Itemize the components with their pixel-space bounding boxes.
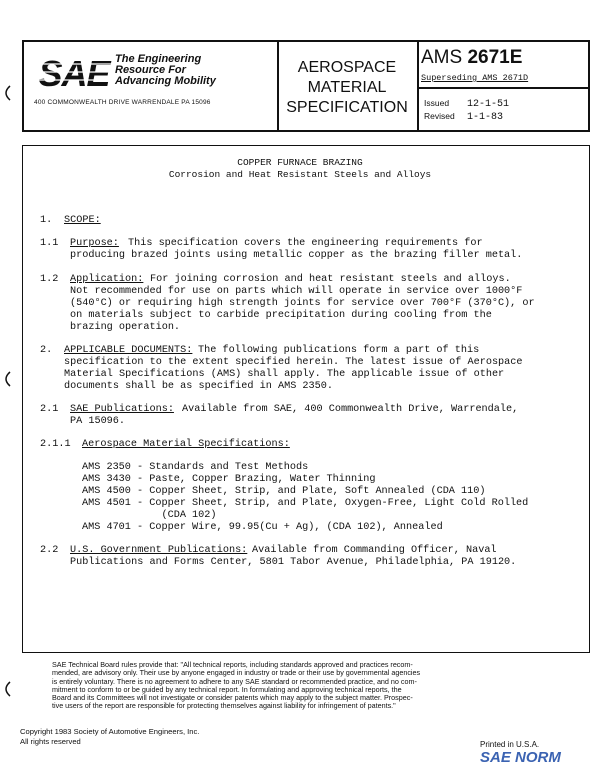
- ams-number: [421, 47, 522, 69]
- issued-date: 12-1-51: [467, 99, 510, 110]
- note-line: mitment to conform to or be guided by any technical report. In formulating and approving technical reports, the: [52, 684, 402, 694]
- section-2-heading: APPLICABLE DOCUMENTS:: [64, 345, 193, 356]
- scan-mark: [0, 680, 14, 698]
- note-line: is entirely voluntary. There is no agreement to adhere to any SAE standard or recommended practice, and no com-: [52, 676, 417, 686]
- note-line: tive users of the report are responsible for protecting themselves against liability for infringement of patents.": [52, 701, 396, 711]
- section-2-1-number: 2.1: [40, 404, 59, 415]
- ams-number-box: [417, 42, 588, 89]
- doc-type-cell: [277, 42, 419, 130]
- section-1-2-heading: Application:: [70, 274, 144, 285]
- tagline-line-1: The Engineering: [115, 53, 202, 65]
- section-1-1-number: 1.1: [40, 238, 59, 249]
- section-1-1-line-2: producing brazed joints using metallic copper as the brazing filler metal.: [70, 250, 523, 261]
- section-1-2-line-1: For joining corrosion and heat resistant steels and alloys.: [150, 274, 511, 285]
- section-2-line-2: specification to the extent specified herein. The latest issue of Aerospace: [64, 357, 523, 368]
- section-2-number: 2.: [40, 345, 53, 356]
- ams-list-item: (CDA 102): [82, 510, 217, 521]
- section-2-1-1-number: 2.1.1: [40, 439, 71, 450]
- svg-text:SAE: SAE: [38, 53, 110, 94]
- copyright-line-2: All rights reserved: [20, 737, 81, 746]
- copyright: [20, 727, 199, 747]
- watermark: SAE NORM: [480, 749, 561, 766]
- section-1-2-line-3: (540°C) or requiring high strength joints for service over 700°F (370°C), or: [70, 298, 535, 309]
- section-2-1-line-1: Available from SAE, 400 Commonwealth Drive, Warrendale,: [182, 404, 519, 415]
- note-line: Board and its Committees will not investigate or consider patents which may apply to the subject matter. Prospec-: [52, 693, 413, 703]
- printed-in: Printed in U.S.A.: [480, 740, 540, 749]
- doc-type-line-1: AEROSPACE: [297, 59, 397, 76]
- superseding: Superseding AMS 2671D: [421, 73, 529, 83]
- section-1-2-line-4: on materials subject to carbide precipitation during cooling from the: [70, 310, 492, 321]
- technical-board-note: [52, 661, 507, 711]
- section-2-2-line-1: Available from Commanding Officer, Naval: [252, 545, 497, 556]
- ams-list-item: AMS 4500 - Copper Sheet, Strip, and Plate, Soft Annealed (CDA 110): [82, 486, 486, 497]
- section-2-line-4: documents shall be as specified in AMS 2350.: [64, 381, 333, 392]
- section-1-1-heading: Purpose:: [70, 238, 119, 249]
- ams-list-item: AMS 3430 - Paste, Copper Brazing, Water Thinning: [82, 474, 376, 485]
- section-1-number: 1.: [40, 215, 53, 226]
- document-header: [22, 40, 590, 132]
- section-2-1-line-2: PA 15096.: [70, 416, 126, 427]
- note-line: SAE Technical Board rules provide that: "All technical reports, including standards approved and practices recom-: [52, 660, 413, 669]
- ams-list-item: AMS 4701 - Copper Wire, 99.95(Cu + Ag), (CDA 102), Annealed: [82, 522, 443, 533]
- copyright-line-1: Copyright 1983 Society of Automotive Engineers, Inc.: [20, 727, 200, 736]
- ams-list-item: AMS 4501 - Copper Sheet, Strip, and Plate, Oxygen-Free, Light Cold Rolled: [82, 498, 529, 509]
- section-2-1-heading: SAE Publications:: [70, 404, 174, 415]
- section-1-2-line-2: Not recommended for use on parts which will operate in service over 1000°F: [70, 286, 523, 297]
- scan-mark: [0, 370, 14, 388]
- section-2-2-number: 2.2: [40, 545, 59, 556]
- logo-cell: [24, 42, 279, 130]
- body-frame: [22, 145, 590, 653]
- doc-type-line-3: SPECIFICATION: [286, 99, 408, 116]
- section-2-line-1: The following publications form a part of this: [198, 345, 480, 356]
- doc-type: [277, 42, 417, 118]
- title-line-2: Corrosion and Heat Resistant Steels and Alloys: [168, 169, 432, 180]
- section-2-2-heading: U.S. Government Publications:: [70, 545, 248, 556]
- doc-type-line-2: MATERIAL: [307, 79, 387, 96]
- sae-tagline: [115, 54, 216, 87]
- section-2-line-3: Material Specifications (AMS) shall apply. The applicable issue of other: [64, 369, 505, 380]
- title-line-1: COPPER FURNACE BRAZING: [237, 157, 363, 168]
- ams-list-item: AMS 2350 - Standards and Test Methods: [82, 462, 309, 473]
- section-1-2-line-5: brazing operation.: [70, 322, 181, 333]
- section-2-1-1-heading: Aerospace Material Specifications:: [82, 439, 290, 450]
- section-1-2-number: 1.2: [40, 274, 59, 285]
- scan-mark: [0, 84, 14, 102]
- section-1-heading: SCOPE:: [64, 215, 101, 226]
- ams-code: 2671E: [467, 47, 523, 68]
- ams-prefix: AMS: [421, 47, 463, 68]
- sae-address: 400 COMMONWEALTH DRIVE WARRENDALE PA 15096: [34, 99, 211, 106]
- tagline-line-3: Advancing Mobility: [115, 75, 216, 87]
- revised-date: 1-1-83: [467, 112, 504, 123]
- section-1-1-line-1: This specification covers the engineering requirements for: [128, 238, 483, 249]
- ams-cell: [417, 42, 588, 130]
- tagline-line-2: Resource For: [115, 64, 186, 76]
- revised-label: Revised: [424, 111, 455, 121]
- note-line: mended, are advisory only. Their use by anyone engaged in industry or trade or their use by governmental agencies: [52, 668, 421, 678]
- section-2-2-line-2: Publications and Forms Center, 5801 Tabor Avenue, Philadelphia, PA 19120.: [70, 557, 517, 568]
- issued-label: Issued: [424, 98, 450, 108]
- sae-logo: [34, 50, 114, 94]
